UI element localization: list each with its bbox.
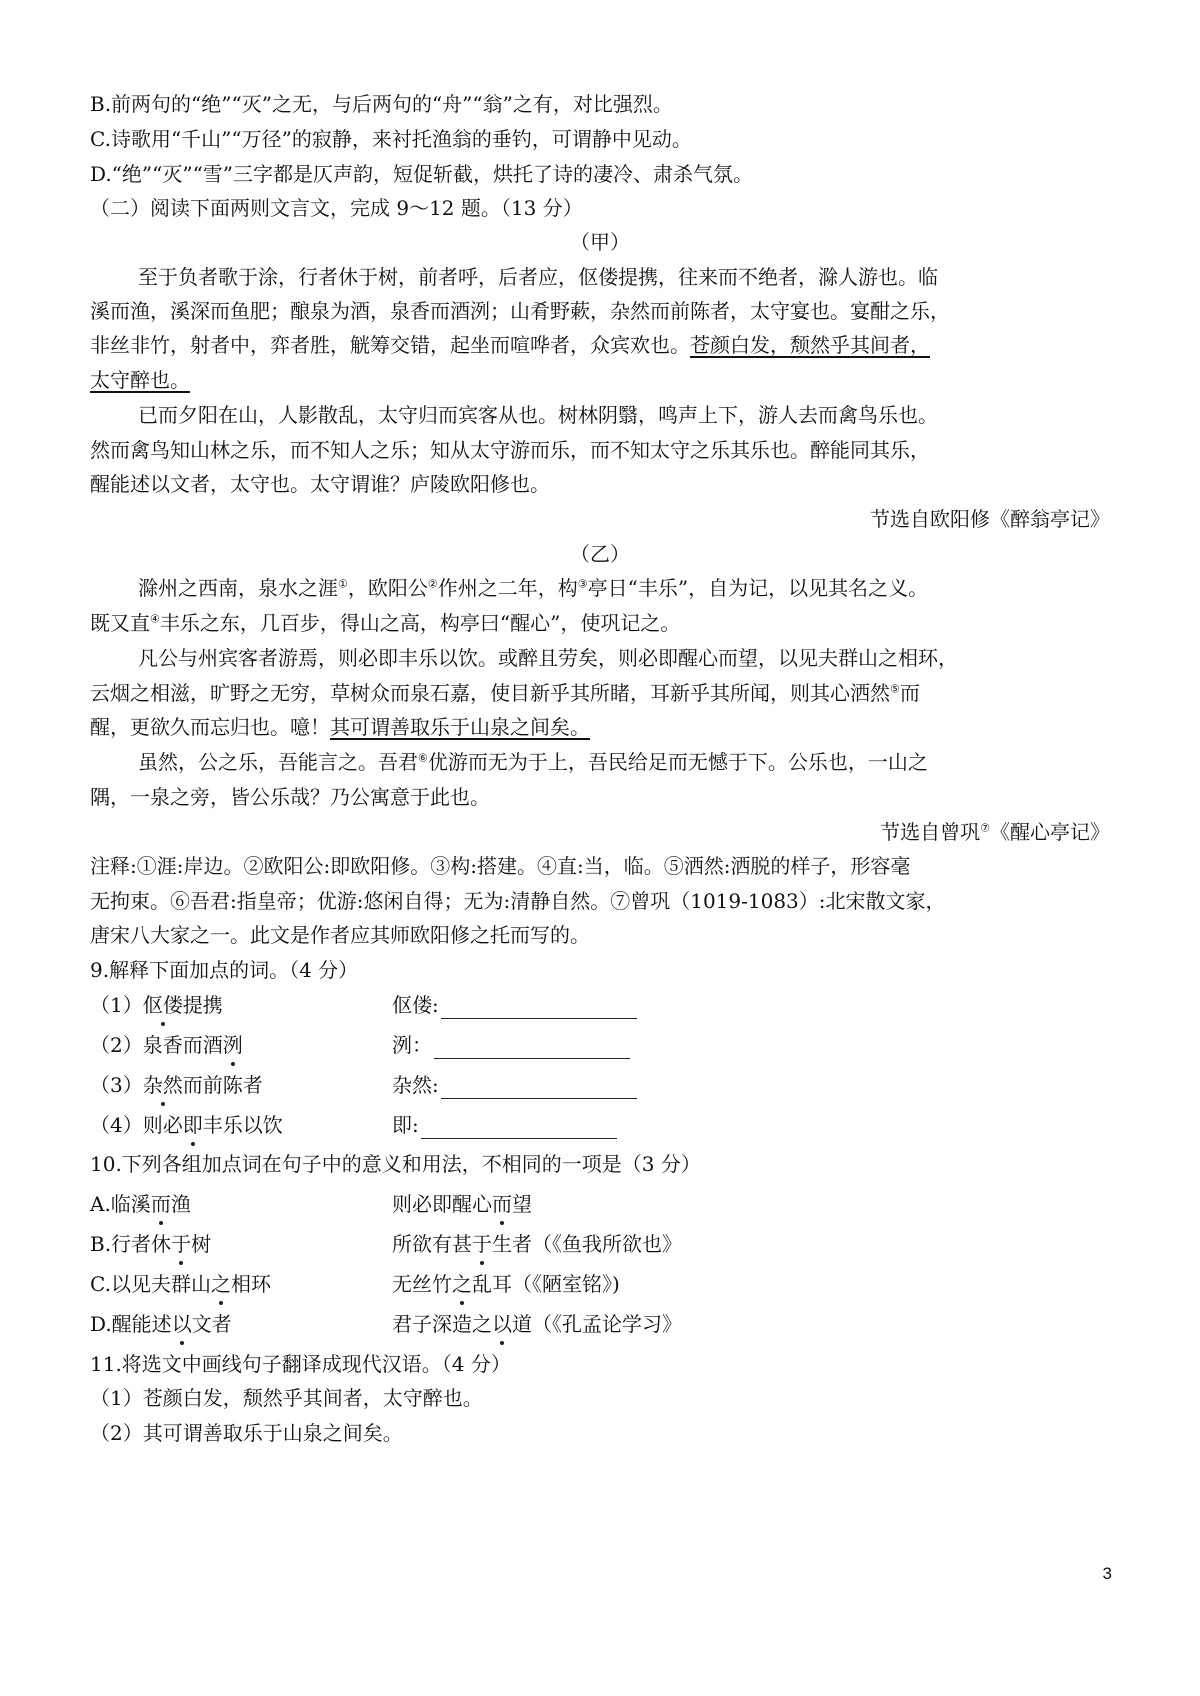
yi-source	[90, 818, 1110, 846]
item-text: 而前陈者	[182, 1073, 263, 1097]
dotted-word: 洌	[222, 1033, 243, 1057]
jia-line	[90, 366, 1110, 394]
note-marker: ⑥	[418, 751, 428, 765]
item-number: （2）	[90, 1033, 143, 1057]
q10-option-a-right: 则必即醒心而望	[392, 1192, 532, 1216]
option-d: D.“绝”“灭”“雪”三字都是仄声韵，短促斩截，烘托了诗的凄冷、肃杀气氛。	[90, 162, 754, 186]
option-b: B.前两句的“绝”“灭”之无，与后两句的“舟”“翁”之有，对比强烈。	[90, 92, 673, 116]
item-number: （1）	[90, 993, 143, 1017]
q9-answer	[392, 1111, 617, 1139]
q10-option-b-left: B.行者休于树	[90, 1232, 212, 1256]
yi-text: 作州之二年，构	[437, 576, 578, 600]
page-number: 3	[1102, 1564, 1112, 1583]
answer-label: 伛偻:	[392, 993, 439, 1017]
q9-answer	[392, 1071, 637, 1099]
q11-sentence-1: （1）苍颜白发，颓然乎其间者，太守醉也。	[90, 1386, 483, 1410]
note-marker: ①	[338, 577, 348, 591]
yi-text: 虽然，公之乐，吾能言之。吾君	[138, 750, 418, 774]
answer-label: 洌：	[392, 1033, 432, 1057]
underlined-sentence-2: 其可谓善取乐于山泉之间矣。	[330, 715, 590, 739]
yi-source-text: 节选自曾巩	[880, 820, 981, 844]
answer-blank[interactable]	[421, 1116, 617, 1139]
q10-option-d-left: D.醒能述以文者	[90, 1312, 232, 1336]
q9-answer	[392, 1031, 630, 1059]
section-heading: （二）阅读下面两则文言文，完成 9～12 题。（13 分）	[90, 196, 583, 220]
note-marker: ②	[427, 577, 438, 591]
jia-line	[90, 331, 1110, 359]
yi-line: 隅，一泉之旁，皆公乐哉？乃公寓意于此也。	[90, 785, 490, 809]
underlined-sentence-1-end: 太守醉也。	[90, 368, 190, 392]
dotted-word: 之	[210, 1272, 231, 1296]
q9-item	[90, 991, 223, 1019]
answer-blank[interactable]	[441, 996, 637, 1019]
answer-blank[interactable]	[434, 1036, 630, 1059]
passage-jia-label: （甲）	[570, 230, 630, 254]
jia-text: 非丝非竹，射者中，弈者胜，觥筹交错，起坐而喧哗者，众宾欢也。	[90, 333, 690, 357]
yi-line	[90, 713, 1110, 741]
note-marker: ③	[577, 577, 588, 591]
yi-text: 既又直	[90, 611, 150, 635]
q10-option-c-left: C.以见夫群山之相环	[90, 1272, 271, 1296]
dotted-word: 于	[472, 1232, 492, 1256]
note-marker: ⑦	[980, 821, 990, 835]
dotted-word: 之	[452, 1272, 472, 1296]
notes-line: 无拘束。⑥吾君:指皇帝；优游:悠闲自得；无为:清静自然。⑦曾巩（1019-1083）:北宋散文家，	[90, 889, 946, 913]
dotted-word: 于	[171, 1232, 192, 1256]
yi-line	[90, 679, 1110, 707]
notes-line: 唐宋八大家之一。此文是作者应其师欧阳修之托而写的。	[90, 923, 590, 947]
q11-title: 11.将选文中画线句子翻译成现代汉语。（4 分）	[90, 1352, 511, 1376]
dotted-word: 伛偻	[142, 993, 183, 1017]
jia-line: 已而夕阳在山，人影散乱，太守归而宾客从也。树林阴翳，鸣声上下，游人去而禽鸟乐也。	[138, 403, 938, 427]
item-number: （3）	[90, 1073, 143, 1097]
note-marker: ⑤	[890, 682, 900, 696]
q9-item	[90, 1111, 283, 1139]
underlined-sentence-1: 苍颜白发，颓然乎其间者，	[690, 333, 930, 357]
q11-sentence-2: （2）其可谓善取乐于山泉之间矣。	[90, 1421, 403, 1445]
jia-line: 然而禽鸟知山林之乐，而不知人之乐；知从太守游而乐，而不知太守之乐其乐也。醉能同其乐，	[90, 438, 930, 462]
yi-text: 醒，更欲久而忘归也。噫！	[90, 715, 330, 739]
item-number: （4）	[90, 1113, 143, 1137]
q9-item	[90, 1071, 263, 1099]
yi-line	[138, 574, 1110, 602]
q10-option-b-right: 所欲有甚于生者（《鱼我所欲也》	[392, 1232, 682, 1256]
option-c: C.诗歌用“千山”“万径”的寂静，来衬托渔翁的垂钓，可谓静中见动。	[90, 127, 692, 151]
q10-option-d-right: 君子深造之以道（《孔孟论学习》	[392, 1312, 682, 1336]
item-text: 提携	[182, 993, 223, 1017]
yi-text: 云烟之相滋，旷野之无穷，草树众而泉石嘉，使目新乎其所睹，耳新乎其所闻，则其心洒然	[90, 681, 890, 705]
q10-title: 10.下列各组加点词在句子中的意义和用法，不相同的一项是（3 分）	[90, 1152, 701, 1176]
jia-line: 溪而渔，溪深而鱼肥；酿泉为酒，泉香而酒洌；山肴野蔌，杂然而前陈者，太守宴也。宴酣之乐，	[90, 299, 950, 323]
dotted-word: 以	[171, 1312, 192, 1336]
item-text: 丰乐以饮	[202, 1113, 283, 1137]
dotted-word: 而	[492, 1192, 512, 1216]
q9-item	[90, 1031, 243, 1059]
q9-answer	[392, 991, 637, 1019]
jia-line: 醒能述以文者，太守也。太守谓谁？庐陵欧阳修也。	[90, 472, 550, 496]
yi-line: 凡公与州宾客者游焉，则必即丰乐以饮。或醉且劳矣，则必即醒心而望，以见夫群山之相环，	[138, 646, 958, 670]
dotted-word: 即	[182, 1113, 203, 1137]
dotted-word: 杂然	[142, 1073, 183, 1097]
yi-line	[138, 748, 1110, 776]
yi-text: 优游而无为于上，吾民给足而无憾于下。公乐也，一山之	[427, 750, 928, 774]
notes-line: 注释:①涯:岸边。②欧阳公:即欧阳修。③构:搭建。④直:当，临。⑤洒然:洒脱的样子，形容毫	[90, 854, 911, 878]
q10-option-c-right: 无丝竹之乱耳（《陋室铭》)	[392, 1272, 620, 1296]
answer-label: 即:	[392, 1113, 419, 1137]
item-text: 泉香而酒	[142, 1033, 223, 1057]
q9-title: 9.解释下面加点的词。（4 分）	[90, 958, 359, 982]
yi-text: 滁州之西南，泉水之涯	[138, 576, 338, 600]
jia-source: 节选自欧阳修《醉翁亭记》	[870, 507, 1110, 531]
dotted-word: 以	[492, 1312, 512, 1336]
q10-option-a-left: A.临溪而渔	[90, 1192, 191, 1216]
item-text: 则必	[142, 1113, 183, 1137]
yi-text: 亭日“丰乐”，自为记，以见其名之义。	[587, 576, 929, 600]
yi-text: 而	[899, 681, 920, 705]
passage-yi-label: （乙）	[570, 542, 630, 566]
dotted-word: 而	[150, 1192, 171, 1216]
yi-text: 丰乐之东，几百步，得山之高，构亭曰“醒心”，使巩记之。	[159, 611, 681, 635]
jia-line: 至于负者歌于涂，行者休于树，前者呼，后者应，伛偻提携，往来而不绝者，滁人游也。临	[138, 265, 938, 289]
note-marker: ④	[150, 612, 160, 626]
yi-text: ，欧阳公	[347, 576, 428, 600]
yi-source-title: 《醒心亭记》	[990, 820, 1110, 844]
answer-blank[interactable]	[441, 1076, 637, 1099]
yi-line	[90, 609, 1110, 637]
answer-label: 杂然:	[392, 1073, 439, 1097]
